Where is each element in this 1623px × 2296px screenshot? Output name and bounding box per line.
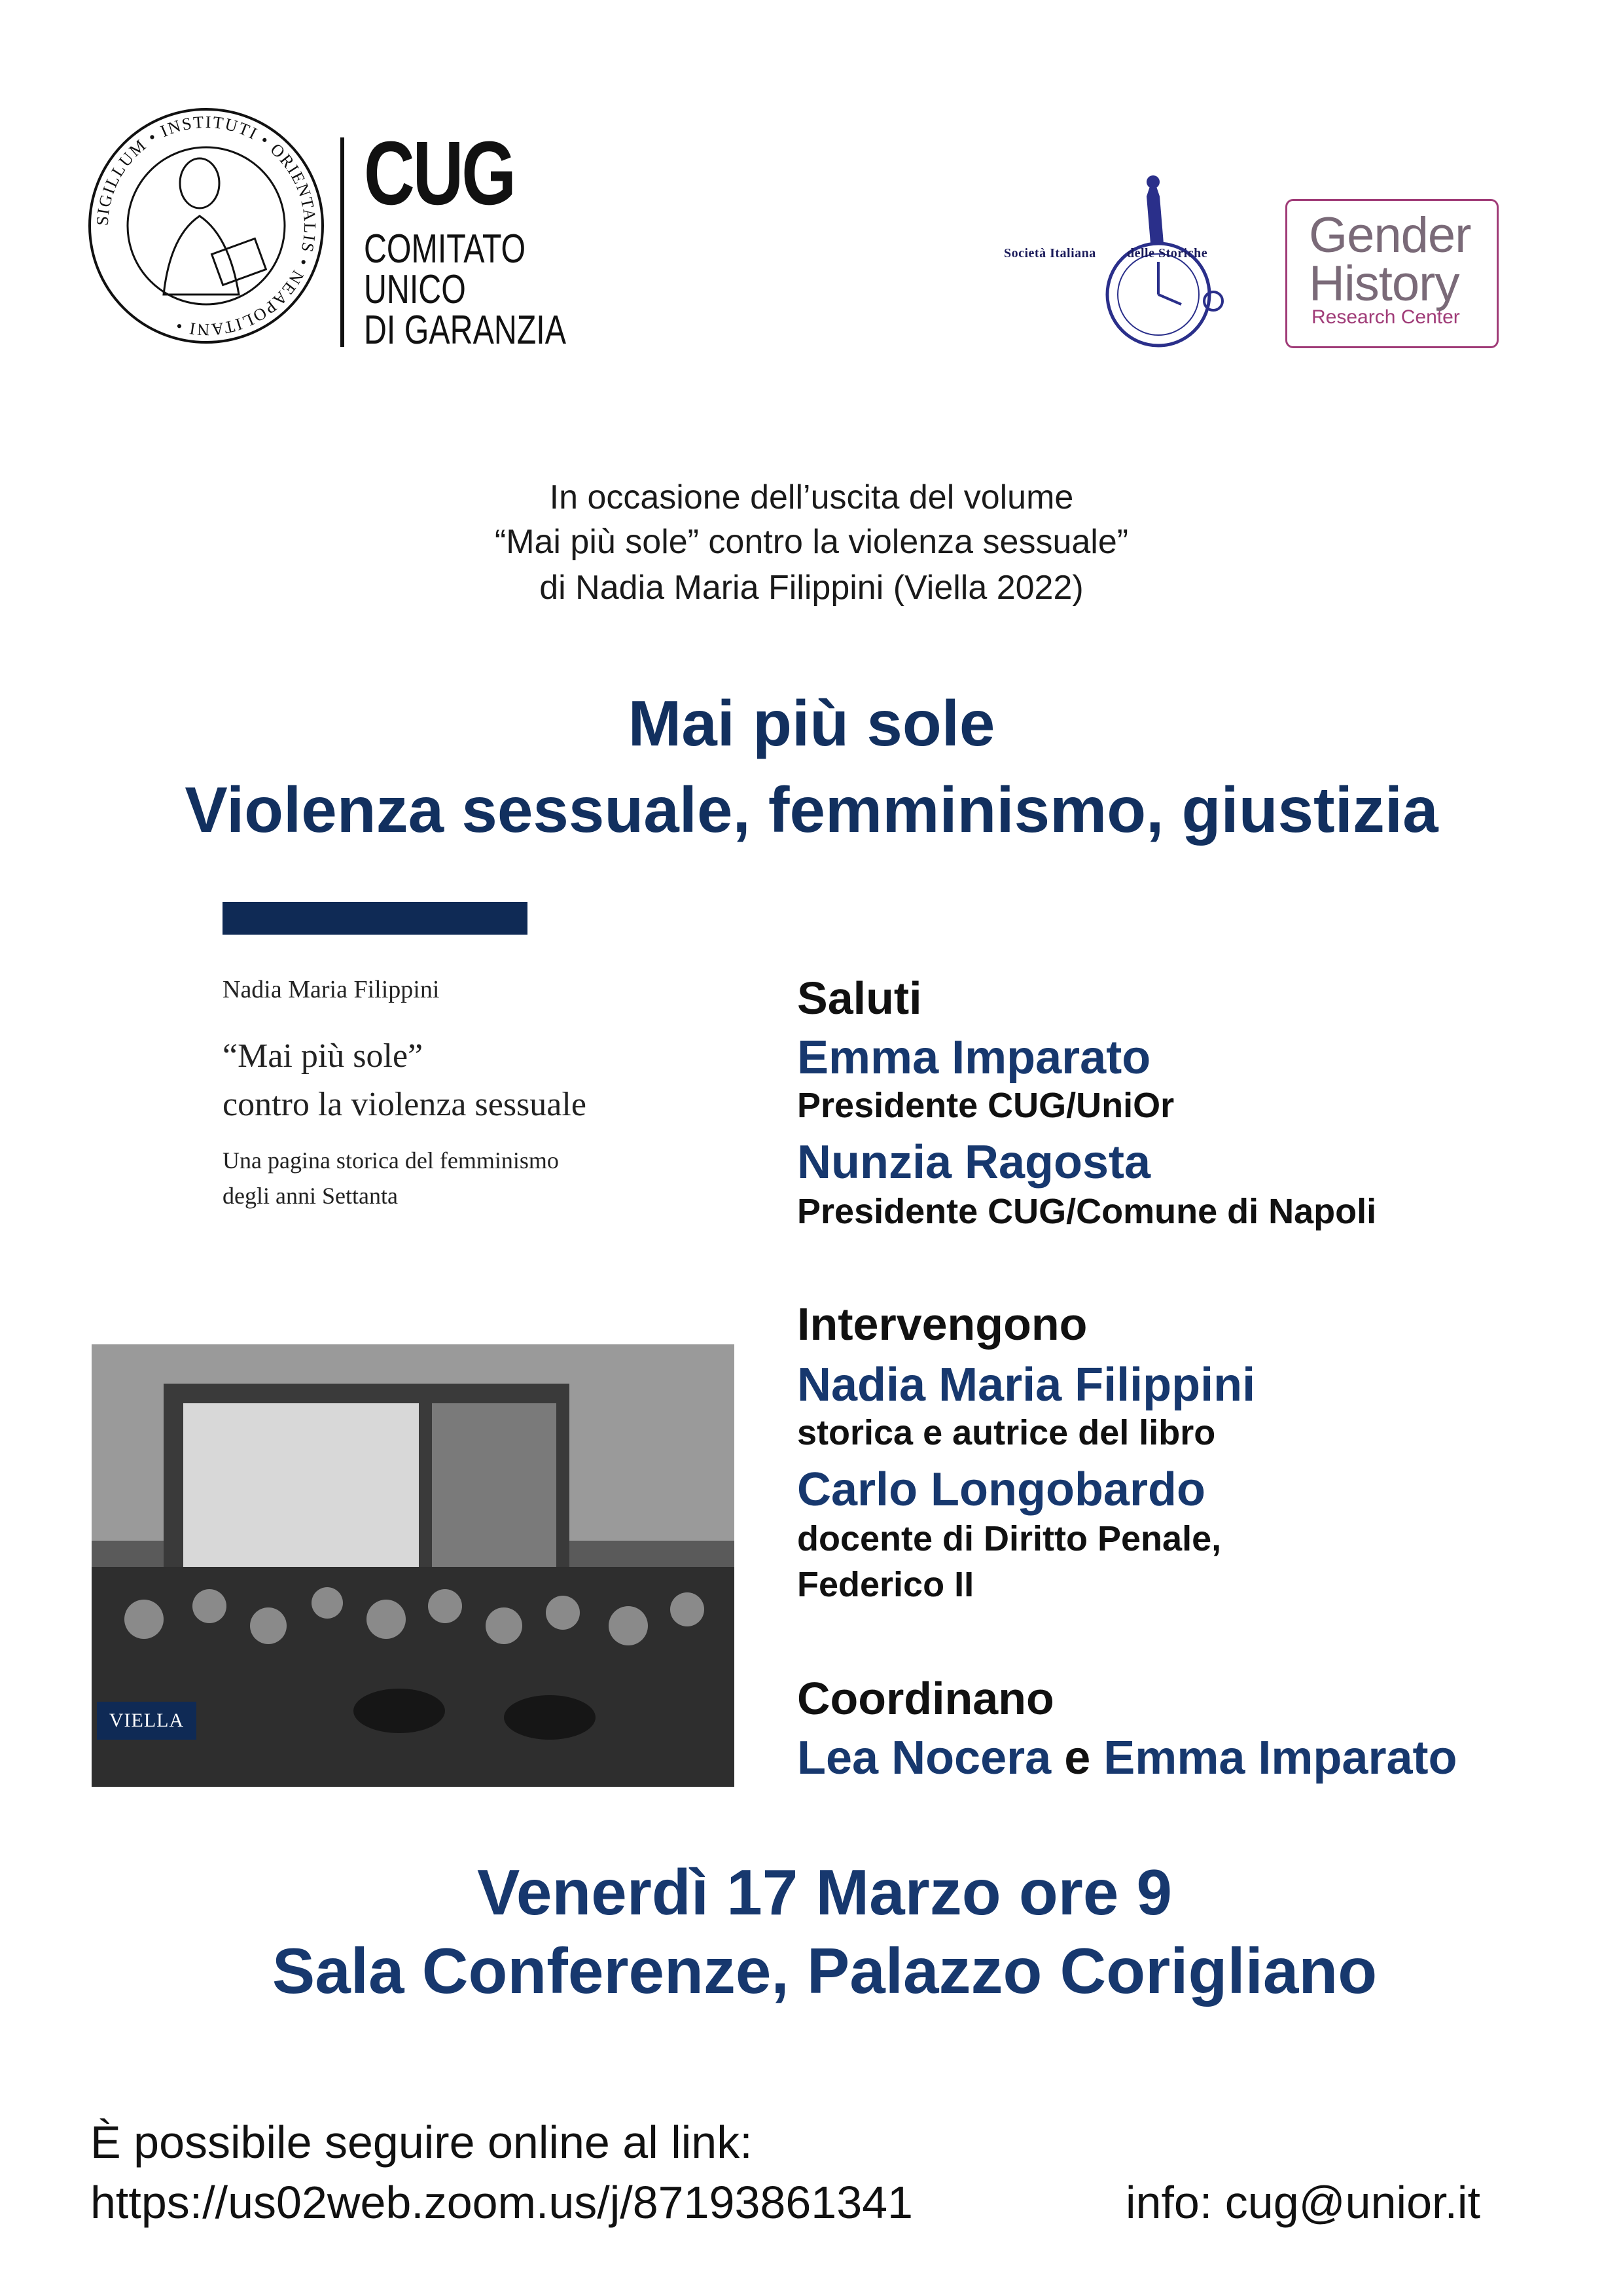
- coordinator-name: Lea Nocera: [797, 1732, 1052, 1784]
- book-title-line-1: “Mai più sole”: [223, 1037, 423, 1075]
- section-saluti: Saluti: [797, 973, 922, 1024]
- book-subtitle-line-2: degli anni Settanta: [223, 1183, 398, 1209]
- cug-divider: [340, 137, 344, 347]
- gender-history-logo-line-3: Research Center: [1311, 306, 1460, 328]
- speaker-role: Presidente CUG/Comune di Napoli: [797, 1192, 1377, 1231]
- cug-name-line-2: UNICO: [364, 267, 466, 312]
- event-place: Sala Conferenze, Palazzo Corigliano: [272, 1935, 1378, 2007]
- event-date: Venerdì 17 Marzo ore 9: [476, 1856, 1173, 1928]
- zoom-link[interactable]: https://us02web.zoom.us/j/87193861341: [90, 2177, 913, 2228]
- speaker-role: storica e autrice del libro: [797, 1413, 1216, 1452]
- cug-name-line-3: DI GARANZIA: [364, 308, 567, 353]
- event-subtitle: Violenza sessuale, femminismo, giustizia: [185, 774, 1438, 846]
- speaker-name: Carlo Longobardo: [797, 1463, 1205, 1516]
- sis-name-left: Società Italiana: [1004, 246, 1096, 260]
- speaker-name: Emma Imparato: [797, 1031, 1151, 1084]
- speaker-role: Federico II: [797, 1565, 974, 1604]
- intro-line-1: In occasione dell’uscita del volume: [549, 478, 1074, 516]
- gender-history-logo-line-1: Gender: [1309, 207, 1471, 263]
- coordinator-conjunction: e: [1064, 1732, 1091, 1784]
- contact-email[interactable]: info: cug@unior.it: [1126, 2177, 1480, 2228]
- section-intervengono: Intervengono: [797, 1299, 1088, 1350]
- online-notice: È possibile seguire online al link:: [90, 2117, 753, 2168]
- speaker-role: Presidente CUG/UniOr: [797, 1086, 1175, 1125]
- speaker-name: Nunzia Ragosta: [797, 1136, 1151, 1189]
- book-author: Nadia Maria Filippini: [223, 976, 440, 1003]
- university-seal-logo: [85, 105, 327, 347]
- speaker-role: docente di Diritto Penale,: [797, 1519, 1222, 1558]
- coordinators-line: [797, 1734, 1457, 1782]
- svg-text:SIGILLUM • INSTITUTI • ORIENTA: SIGILLUM • INSTITUTI • ORIENTALIS • NEAPOLITANI •: [92, 112, 320, 340]
- cug-acronym: CUG: [364, 123, 514, 224]
- cug-name-line-1: COMITATO: [364, 226, 526, 272]
- gender-history-logo-line-2: History: [1309, 256, 1459, 312]
- sis-name-right: delle Storiche: [1127, 246, 1208, 260]
- publisher-badge: VIELLA: [97, 1702, 196, 1740]
- pocket-watch-emblem-logo: [1073, 170, 1257, 353]
- event-title: Mai più sole: [628, 687, 995, 759]
- intro-line-2: “Mai più sole” contro la violenza sessuale”: [494, 523, 1129, 561]
- book-subtitle-line-1: Una pagina storica del femminismo: [223, 1147, 559, 1174]
- section-coordinano: Coordinano: [797, 1673, 1054, 1724]
- book-cover-bar: [223, 902, 527, 935]
- book-title-line-2: contro la violenza sessuale: [223, 1086, 586, 1123]
- speaker-name: Nadia Maria Filippini: [797, 1359, 1256, 1411]
- intro-line-3: di Nadia Maria Filippini (Viella 2022): [539, 569, 1084, 607]
- coordinator-name: Emma Imparato: [1103, 1732, 1457, 1784]
